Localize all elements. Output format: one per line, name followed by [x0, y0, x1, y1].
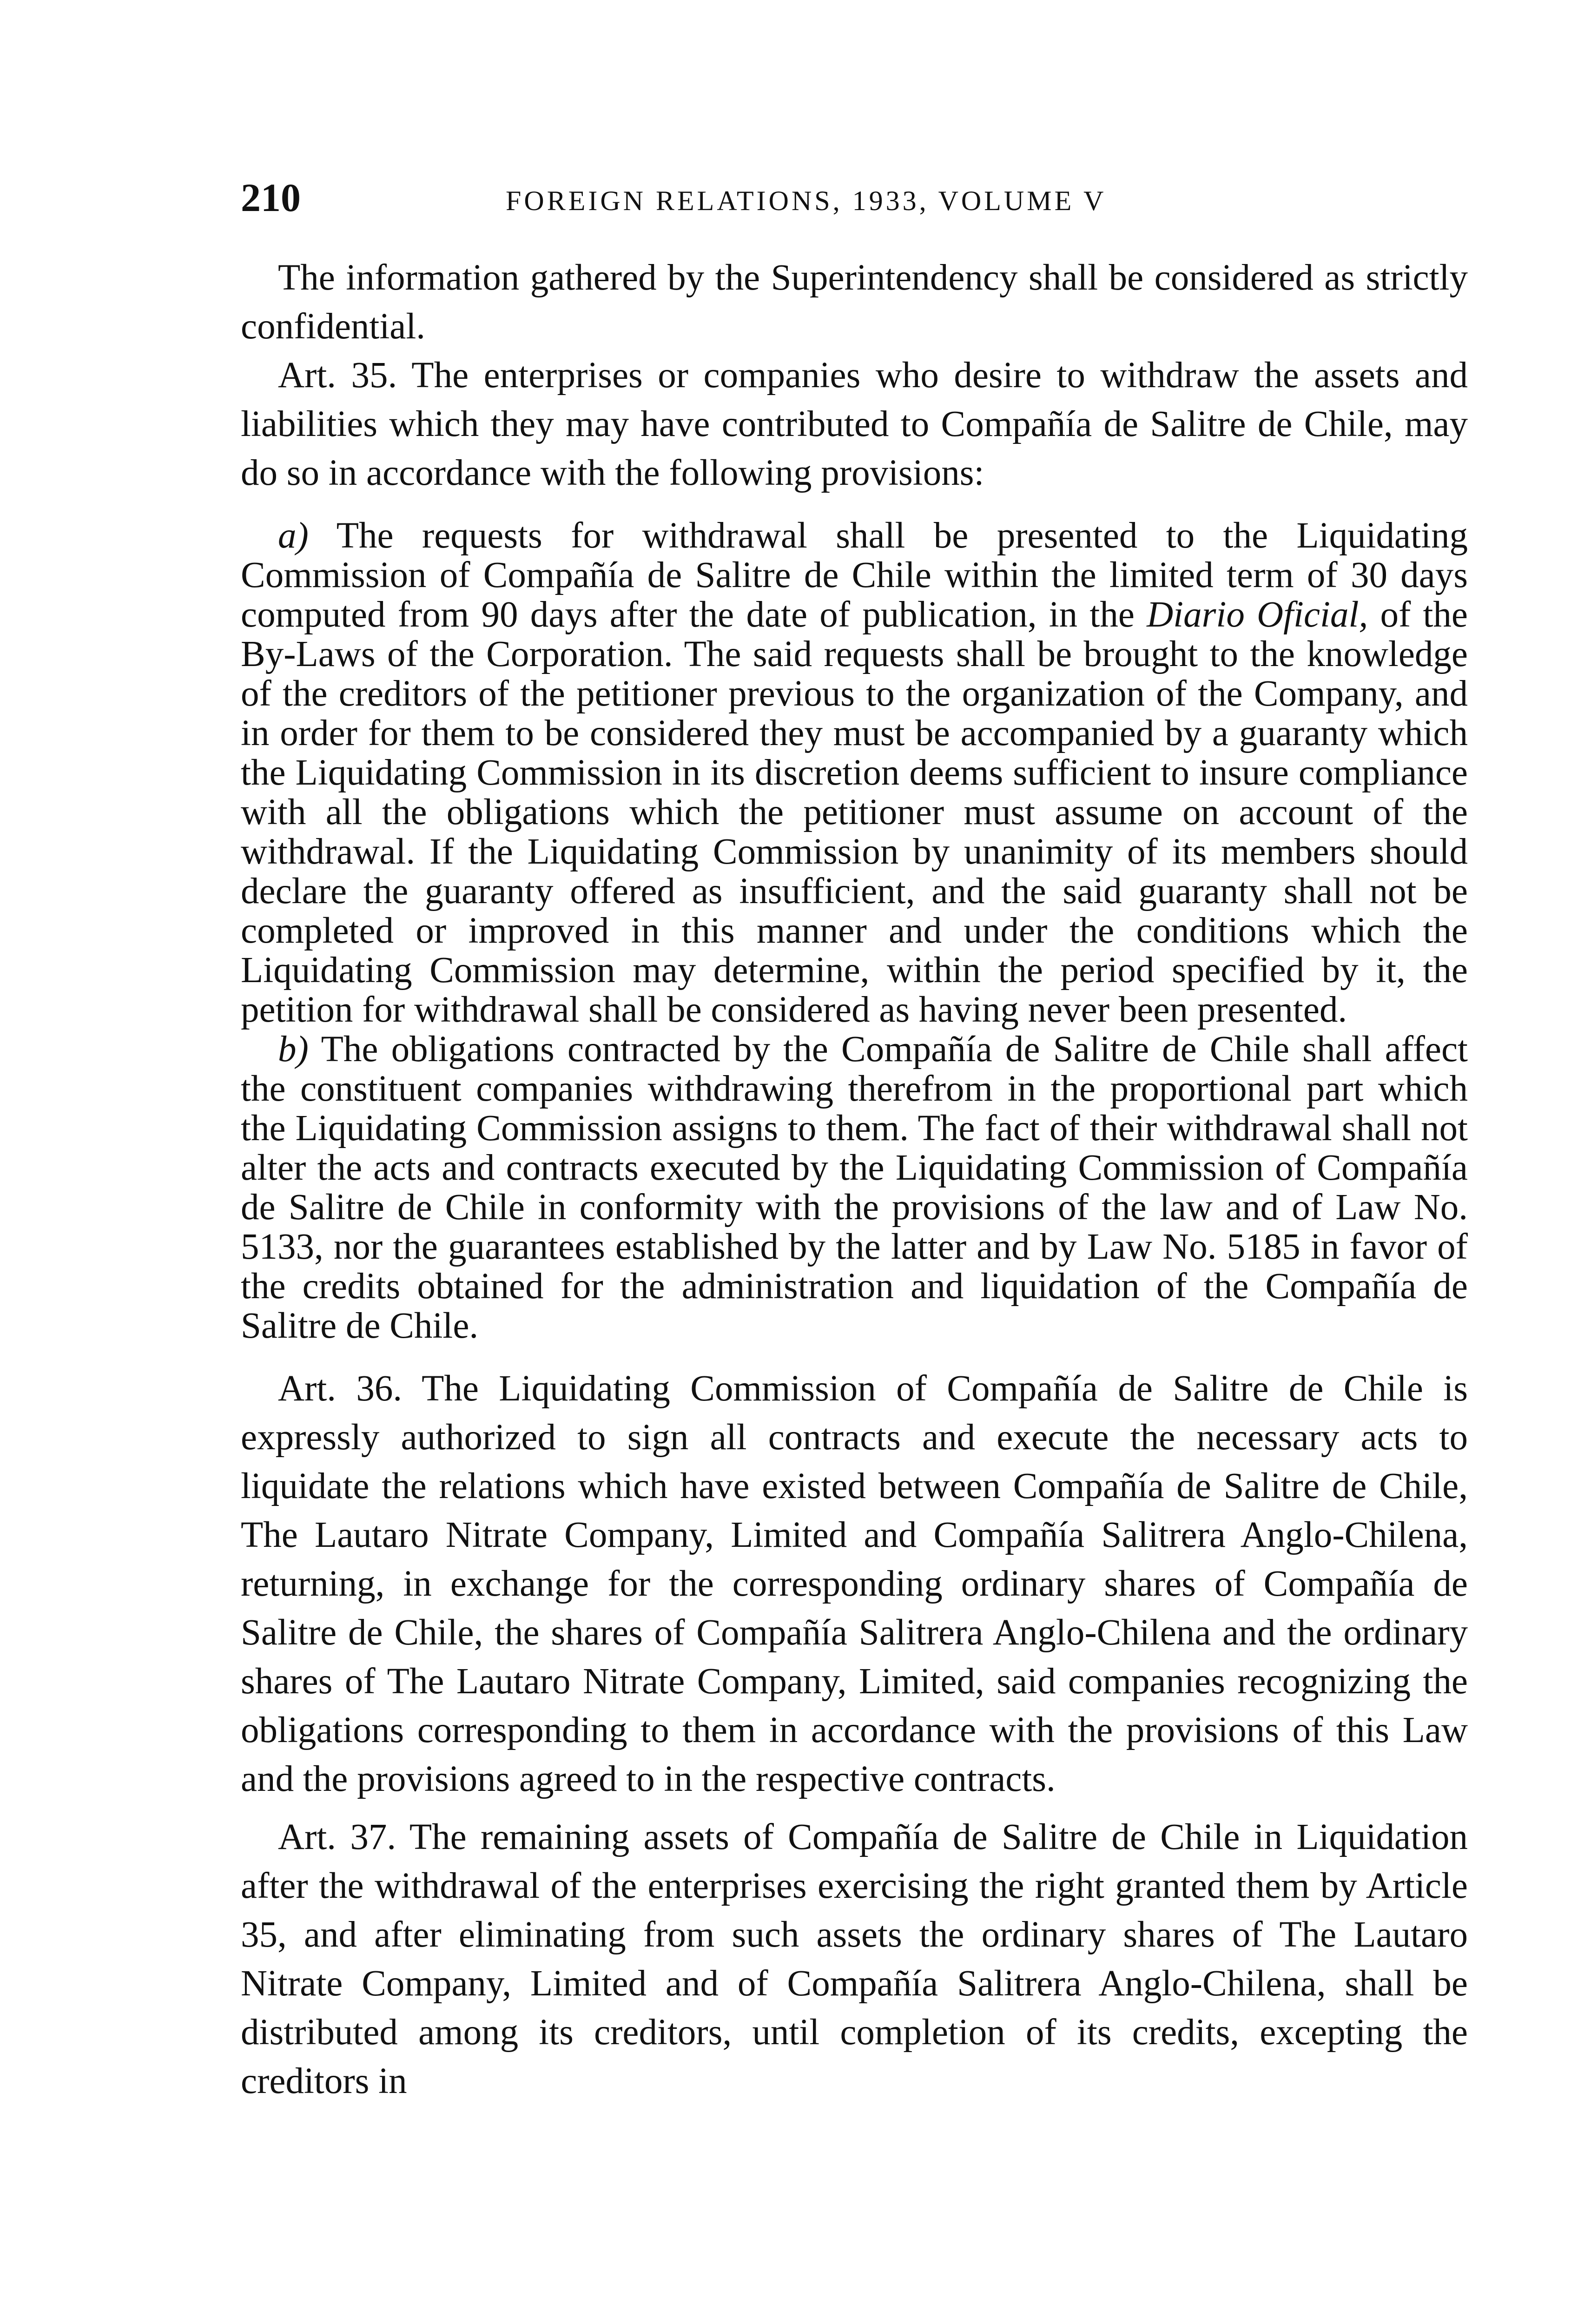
paragraph-text: of the By-Laws of the Corporation. The said requests shall be brought to the knowledge of the creditors of the petitioner previous to the organization of the Company, and in order for them to be considered they must be accompanied by a guaranty which the Liquidating Commission in its discretion deems sufficient to insure compliance with all the obligations which the petitioner must assume on account of the withdrawal. If the Liquidating Commission by unanimity of its members should declare the guaranty offered as insufficient, and the said guaranty shall not be completed or improved in this manner and under the conditions which the Liquidating Commission may determine, within the period specified by it, the petition for withdrawal shall be considered as having never been presented.	[241, 594, 1468, 1030]
paragraph-text: The information gathered by the Superintendency shall be considered as strictly confidential.	[241, 257, 1468, 347]
page-number: 210	[241, 175, 301, 220]
running-head	[241, 172, 1477, 228]
provision-label: a)	[278, 515, 309, 556]
provision-label: b)	[278, 1029, 309, 1070]
paragraph-article-37	[241, 1813, 1468, 2106]
paragraph-text: The obligations contracted by the Compañía de Salitre de Chile shall affect the constituent companies withdrawing therefrom in the proportional part which the Liquidating Commission assigns to them. The fact of their withdrawal shall not alter the acts and contracts executed by the Liquidating Commission of Compañía de Salitre de Chile in conformity with the provisions of the law and of Law No. 5133, nor the guarantees established by the latter and by Law No. 5185 in favor of the credits obtained for the administration and liquidation of the Compañía de Salitre de Chile.	[241, 1029, 1468, 1346]
paragraph-text: Art. 37. The remaining assets of Compañía de Salitre de Chile in Liquidation after the withdrawal of the enterprises exercising the right granted them by Article 35, and after eliminating from such assets the ordinary shares of The Lautaro Nitrate Company, Limited and of Compañía Salitrera Anglo-Chilena, shall be distributed among its creditors, until completion of its credits, excepting the creditors in	[241, 1817, 1468, 2101]
paragraph-provision-b	[241, 1030, 1468, 1346]
paragraph-text: Art. 36. The Liquidating Commission of Compañía de Salitre de Chile is expressly authorized to sign all contracts and execute the necessary acts to liquidate the relations which have existed between Compañía de Salitre de Chile, The Lautaro Nitrate Company, Limited and Compañía Salitrera Anglo-Chilena, returning, in exchange for the corresponding ordinary shares of Compañía de Salitre de Chile, the shares of Compañía Salitrera Anglo-Chilena and the ordinary shares of The Lautaro Nitrate Company, Limited, said companies recognizing the obligations corresponding to them in accordance with the provisions of this Law and the provisions agreed to in the respective contracts.	[241, 1368, 1468, 1799]
publication-title: Diario Oficial,	[1147, 594, 1368, 635]
paragraph-confidentiality	[241, 253, 1468, 351]
document-body	[241, 253, 1468, 2106]
paragraph-text: Art. 35. The enterprises or companies who desire to withdraw the assets and liabilities which they may have contributed to Compañía de Salitre de Chile, may do so in accordance with the following provisions:	[241, 355, 1468, 493]
paragraph-provision-a	[241, 516, 1468, 1030]
paragraph-article-35	[241, 351, 1468, 497]
paragraph-article-36	[241, 1364, 1468, 1803]
paragraph-text: The requests for withdrawal shall be presented to the Liquidating Commission of Compañía de Salitre de Chile within the limited term of 30 days computed from 90 days after the date of publication, in the	[241, 515, 1468, 635]
running-title: FOREIGN RELATIONS, 1933, VOLUME V	[506, 185, 1107, 216]
